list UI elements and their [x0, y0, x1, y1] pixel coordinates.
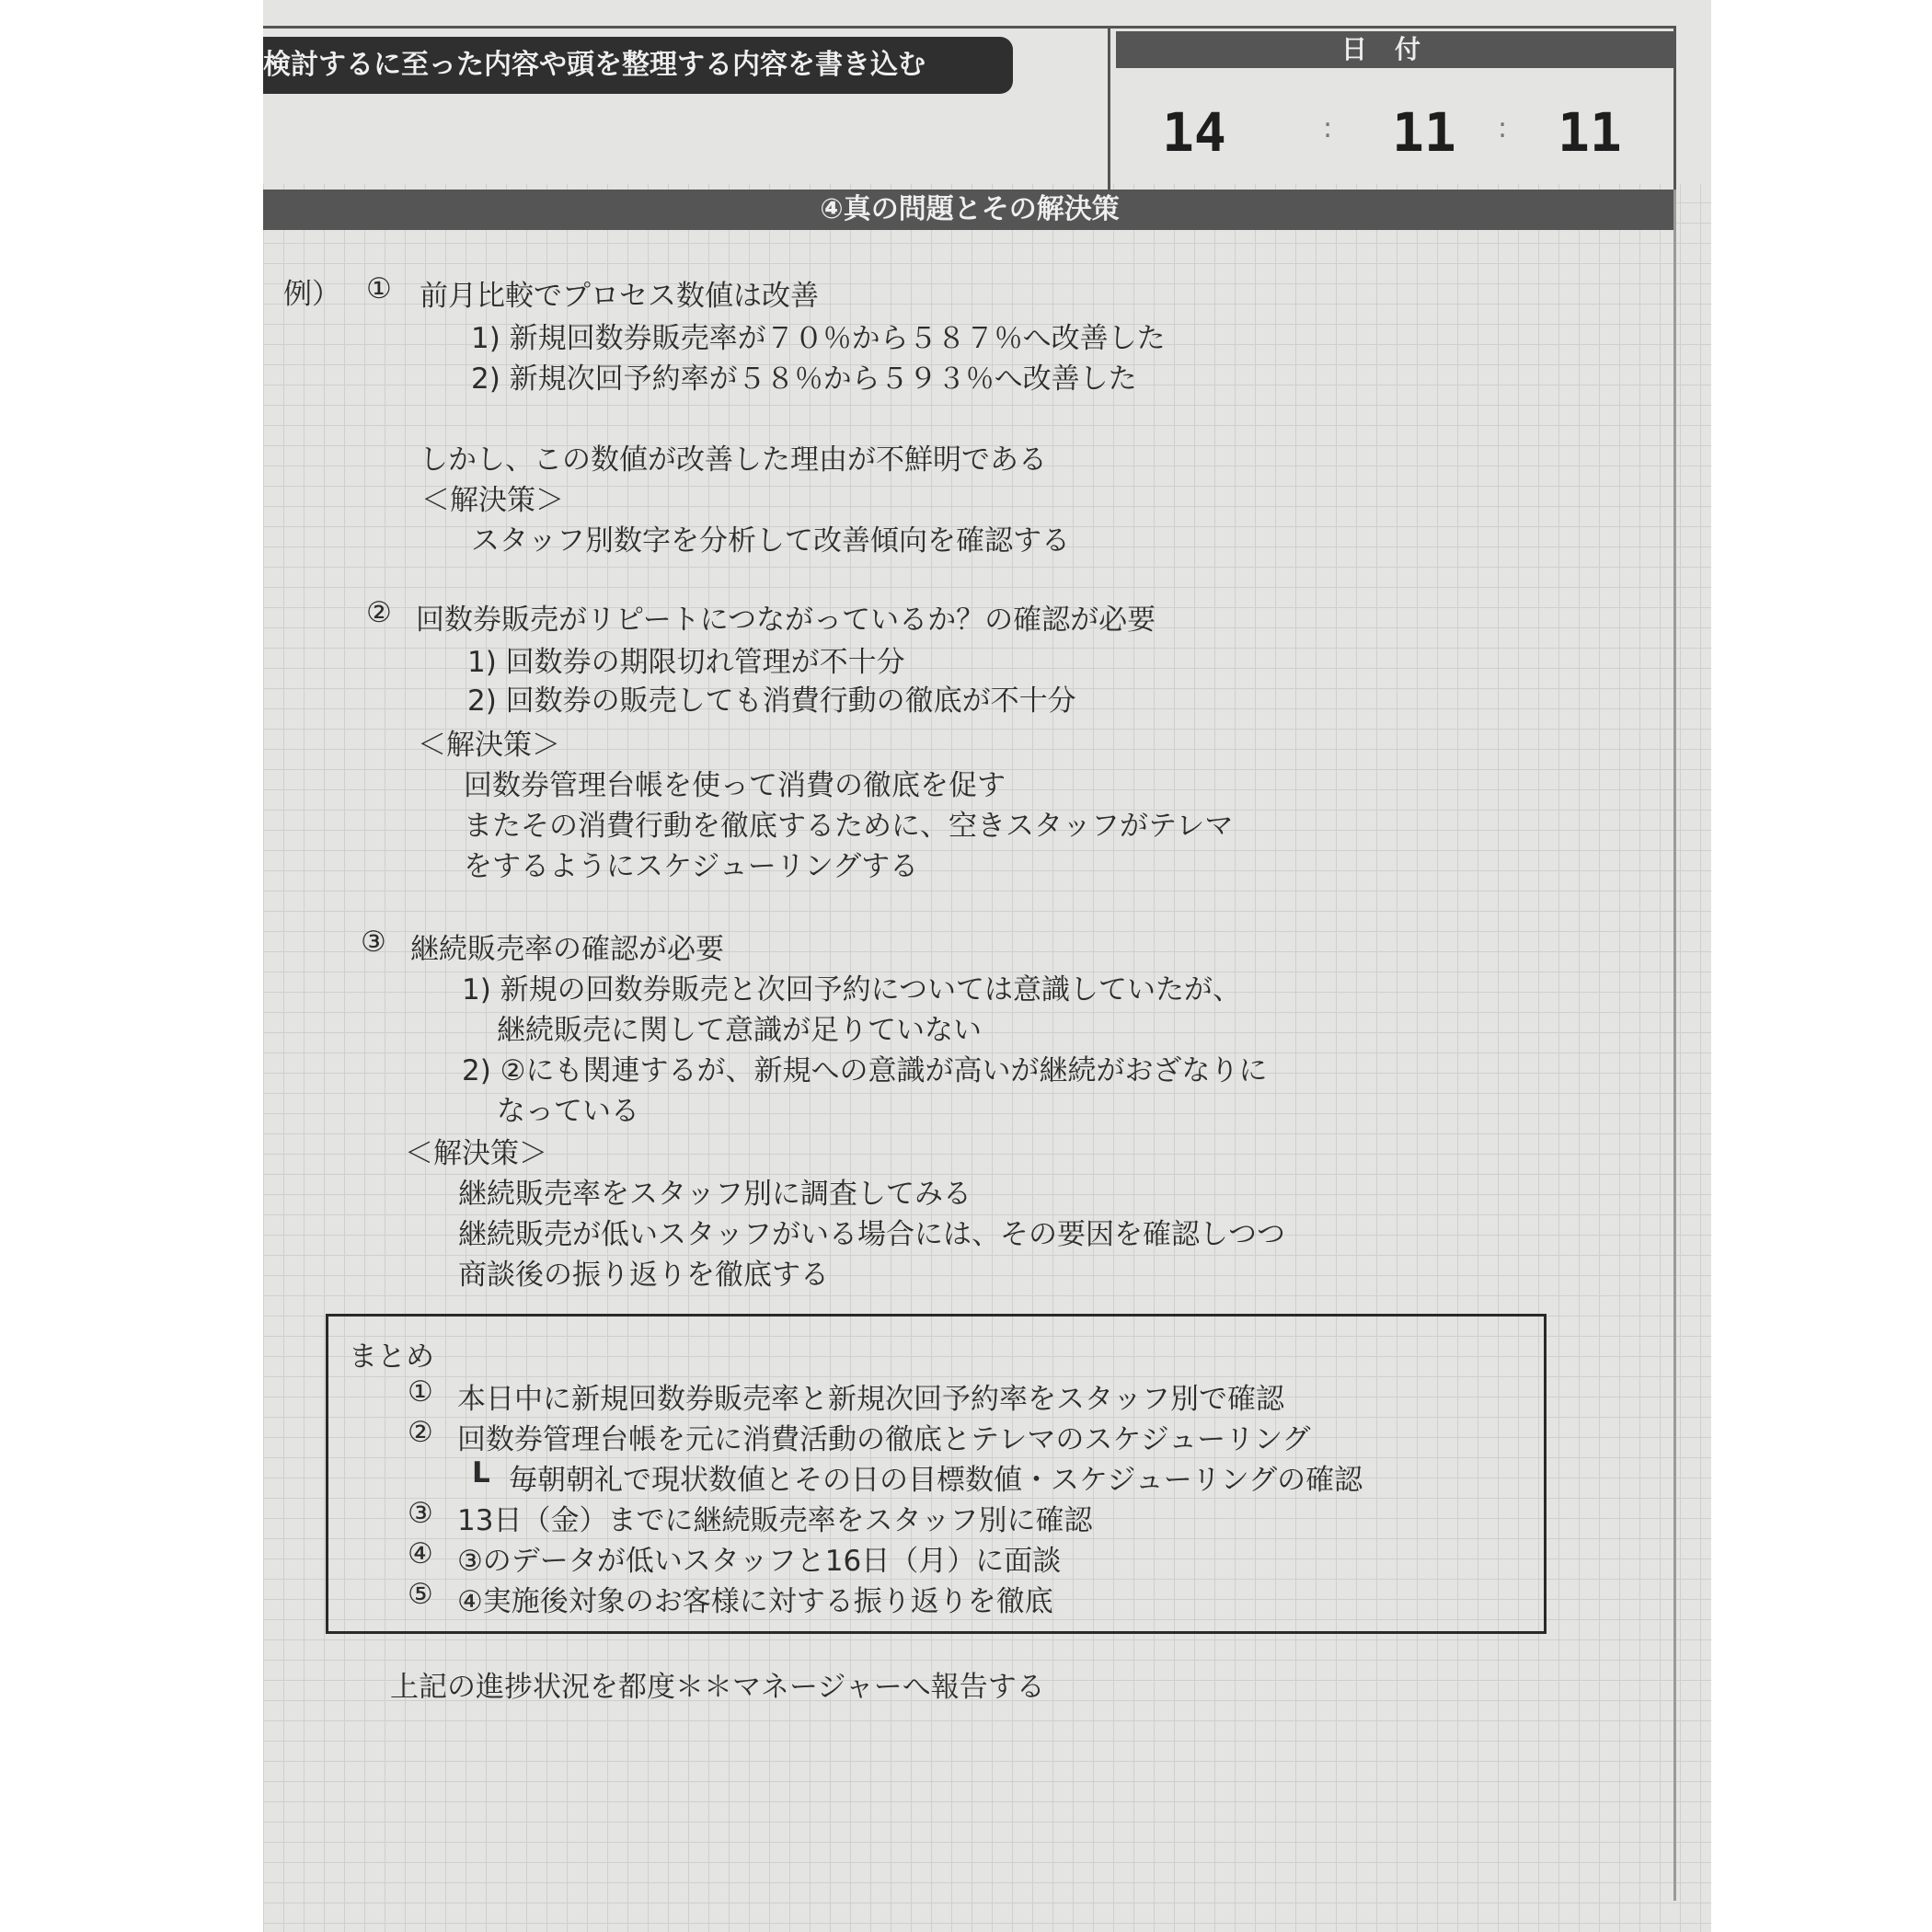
solution-line: スタッフ別数字を分析して改善傾向を確認する	[471, 524, 1070, 558]
date-year: 14	[1162, 101, 1226, 164]
summary-title: まとめ	[349, 1340, 434, 1374]
summary-line: 本日中に新規回数券販売率と新規次回予約率をスタッフ別で確認	[457, 1383, 1284, 1416]
summary-line: ④実施後対象のお客様に対する振り返りを徹底	[457, 1585, 1053, 1618]
solution-line: 継続販売が低いスタッフがいる場合には、その要因を確認しつつ	[458, 1218, 1285, 1251]
item-heading: 前月比較でプロセス数値は改善	[420, 280, 819, 313]
date-label: 日付	[1116, 31, 1673, 68]
summary-line: 毎朝朝礼で現状数値とその日の目標数値・スケジューリングの確認	[509, 1464, 1363, 1497]
footer-note: 上記の進捗状況を都度＊＊マネージャーへ報告する	[390, 1671, 1045, 1704]
section-title: ④真の問題とその解決策	[263, 190, 1676, 230]
item-marker: ①	[366, 272, 392, 305]
item-heading: 継続販売率の確認が必要	[410, 933, 724, 966]
summary-line: 回数券管理台帳を元に消費活動の徹底とテレマのスケジューリング	[457, 1423, 1311, 1456]
solution-line: をするようにスケジューリングする	[464, 850, 919, 883]
solution-label: ＜解決策＞	[418, 729, 560, 762]
summary-marker: ③	[408, 1497, 433, 1530]
summary-box	[326, 1314, 1547, 1634]
item-point: なっている	[497, 1095, 639, 1128]
summary-marker: L	[472, 1456, 490, 1489]
summary-line: ③のデータが低いスタッフと16日（月）に面談	[457, 1545, 1062, 1578]
item-marker: ③	[361, 926, 386, 959]
item-point: 2) 回数券の販売しても消費行動の徹底が不十分	[467, 684, 1076, 718]
item-point: 1) 新規回数券販売率が７０％から５８７％へ改善した	[471, 322, 1166, 355]
date-separator: :	[1498, 112, 1508, 144]
worksheet-title: 検討するに至った内容や頭を整理する内容を書き込む	[263, 37, 1013, 94]
solution-line: 継続販売率をスタッフ別に調査してみる	[458, 1178, 972, 1211]
solution-line: 回数券管理台帳を使って消費の徹底を促す	[464, 769, 1006, 802]
item-heading: 回数券販売がリピートにつながっているか？の確認が必要	[416, 604, 1156, 637]
summary-marker: ①	[408, 1375, 433, 1409]
solution-line: 商談後の振り返りを徹底する	[458, 1259, 829, 1292]
example-label: 例）	[283, 278, 340, 311]
page-border-line	[1673, 190, 1676, 1901]
solution-line: またその消費行動を徹底するために、空きスタッフがテレマ	[464, 810, 1234, 843]
summary-marker: ②	[408, 1416, 433, 1449]
item-point: 継続販売に関して意識が足りていない	[497, 1014, 982, 1047]
date-month: 11	[1392, 101, 1456, 164]
date-day: 11	[1558, 101, 1622, 164]
summary-line: 13日（金）までに継続販売率をスタッフ別に確認	[457, 1504, 1093, 1537]
date-values	[1116, 92, 1673, 175]
item-point: 2) ②にも関連するが、新規への意識が高いが継続がおざなりに	[462, 1054, 1268, 1087]
solution-label: ＜解決策＞	[405, 1137, 547, 1170]
item-point: 2) 新規次回予約率が５８％から５９３％へ改善した	[471, 362, 1137, 396]
item-point: 1) 新規の回数券販売と次回予約については意識していたが、	[462, 973, 1242, 1006]
item-marker: ②	[366, 596, 392, 629]
summary-marker: ⑤	[408, 1578, 433, 1611]
date-separator: :	[1323, 112, 1333, 144]
item-note: しかし、この数値が改善した理由が不鮮明である	[420, 443, 1047, 477]
header-divider	[1108, 26, 1110, 190]
item-point: 1) 回数券の期限切れ管理が不十分	[467, 646, 905, 679]
summary-marker: ④	[408, 1537, 433, 1570]
solution-label: ＜解決策＞	[421, 484, 564, 517]
worksheet-page	[263, 0, 1711, 1932]
